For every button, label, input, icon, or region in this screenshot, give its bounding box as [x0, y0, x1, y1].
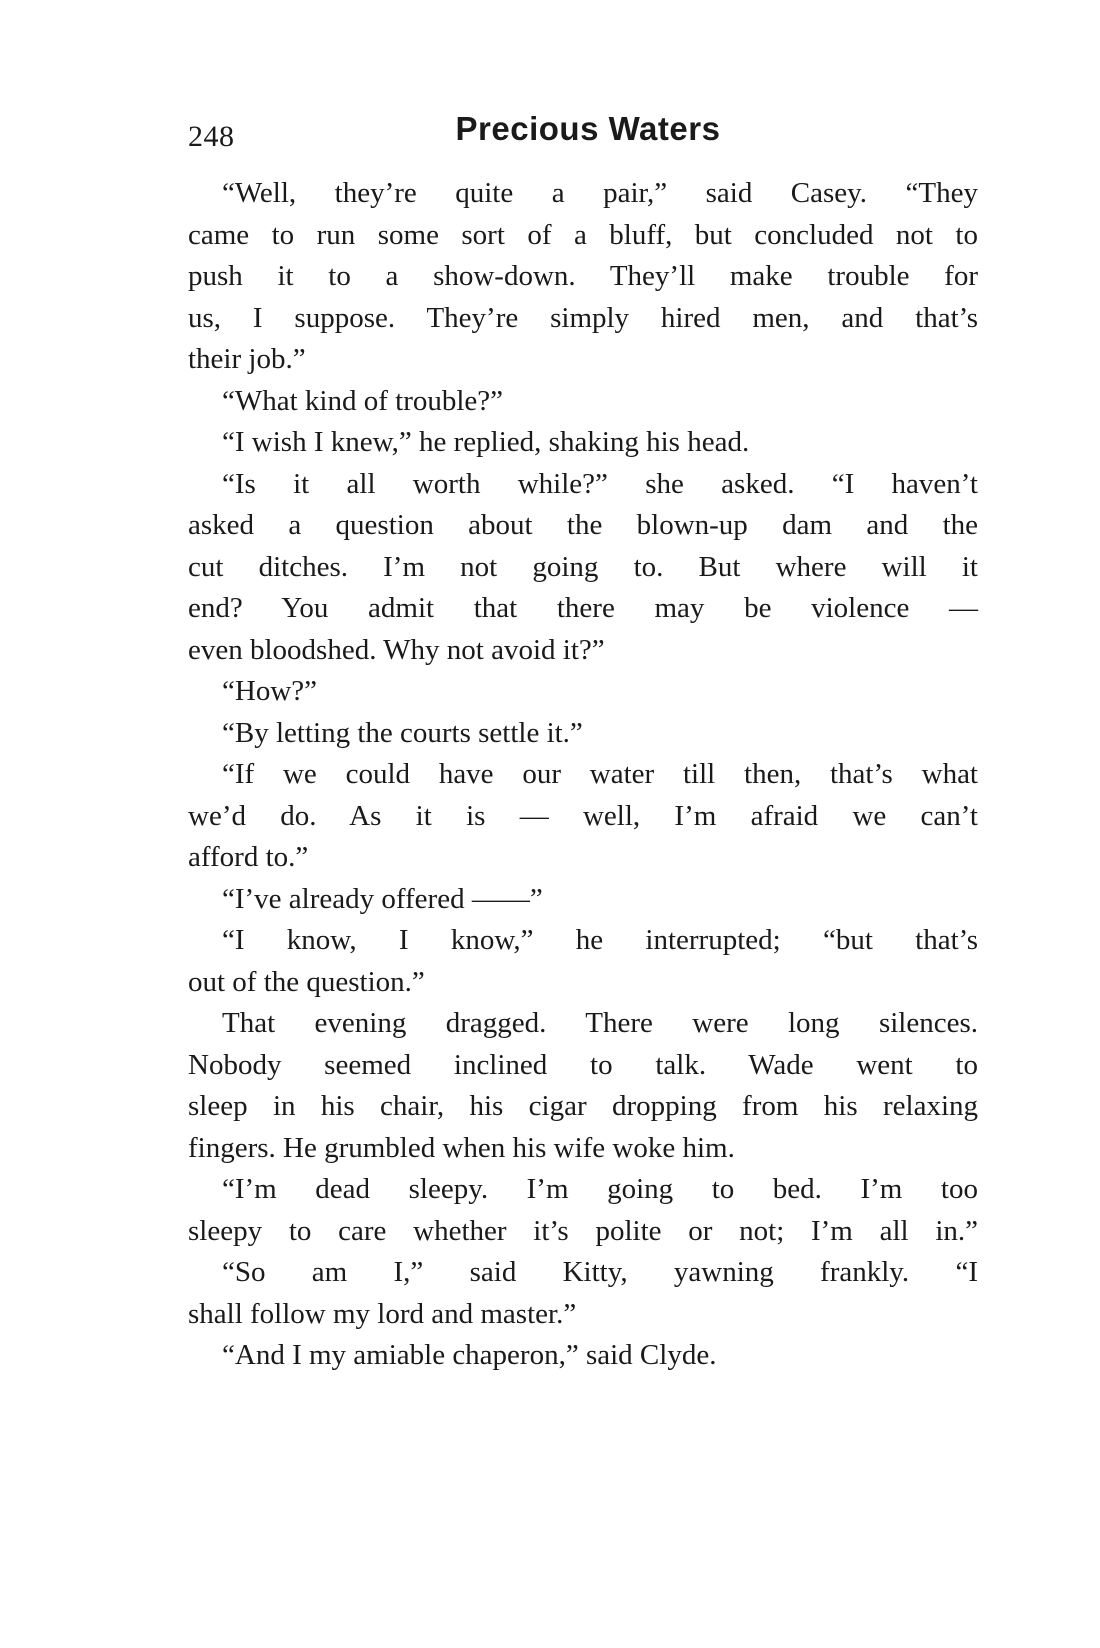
text-line: fingers. He grumbled when his wife woke him.: [188, 1131, 735, 1164]
text-line: “I know, I know,” he interrupted; “but that’s: [222, 924, 978, 956]
text-line: “Well, they’re quite a pair,” said Casey. “They: [222, 177, 978, 209]
text-line: end? You admit that there may be violence —: [188, 592, 978, 624]
running-title: Precious Waters: [455, 110, 721, 147]
text-line: we’d do. As it is — well, I’m afraid we can’t: [188, 799, 978, 832]
text-line: cut ditches. I’m not going to. But where will it: [188, 550, 978, 583]
text-line: Nobody seemed inclined to talk. Wade went to: [188, 1048, 978, 1081]
page-number: 248: [188, 120, 235, 153]
text-line: sleepy to care whether it’s polite or not; I’m all in.”: [188, 1214, 978, 1247]
text-line: “What kind of trouble?”: [222, 384, 504, 417]
text-line: shall follow my lord and master.”: [188, 1297, 577, 1330]
text-line: out of the question.”: [188, 965, 425, 998]
text-line: “I wish I knew,” he replied, shaking his head.: [222, 426, 750, 458]
text-line: “If we could have our water till then, that’s what: [222, 758, 978, 790]
text-line: even bloodshed. Why not avoid it?”: [188, 633, 605, 666]
text-line: came to run some sort of a bluff, but concluded not to: [188, 218, 978, 251]
text-line: us, I suppose. They’re simply hired men, and that’s: [188, 301, 978, 334]
text-line: “So am I,” said Kitty, yawning frankly. “I: [222, 1256, 978, 1288]
page-header: [188, 110, 988, 160]
text-line: sleep in his chair, his cigar dropping from his relaxing: [188, 1090, 978, 1122]
text-line: their job.”: [188, 343, 306, 375]
text-line: “I’m dead sleepy. I’m going to bed. I’m too: [222, 1173, 978, 1205]
text-line: push it to a show-down. They’ll make trouble for: [188, 260, 978, 292]
text-line: “I’ve already offered ——”: [222, 882, 543, 915]
text-line: “Is it all worth while?” she asked. “I haven’t: [222, 467, 978, 500]
text-line: “How?”: [222, 675, 318, 707]
text-line: afford to.”: [188, 841, 309, 873]
text-line: asked a question about the blown-up dam and the: [188, 509, 978, 541]
body-text: [188, 173, 978, 1377]
text-line: That evening dragged. There were long silences.: [222, 1007, 978, 1039]
text-line: “And I my amiable chaperon,” said Clyde.: [222, 1339, 717, 1371]
text-line: “By letting the courts settle it.”: [222, 716, 583, 749]
